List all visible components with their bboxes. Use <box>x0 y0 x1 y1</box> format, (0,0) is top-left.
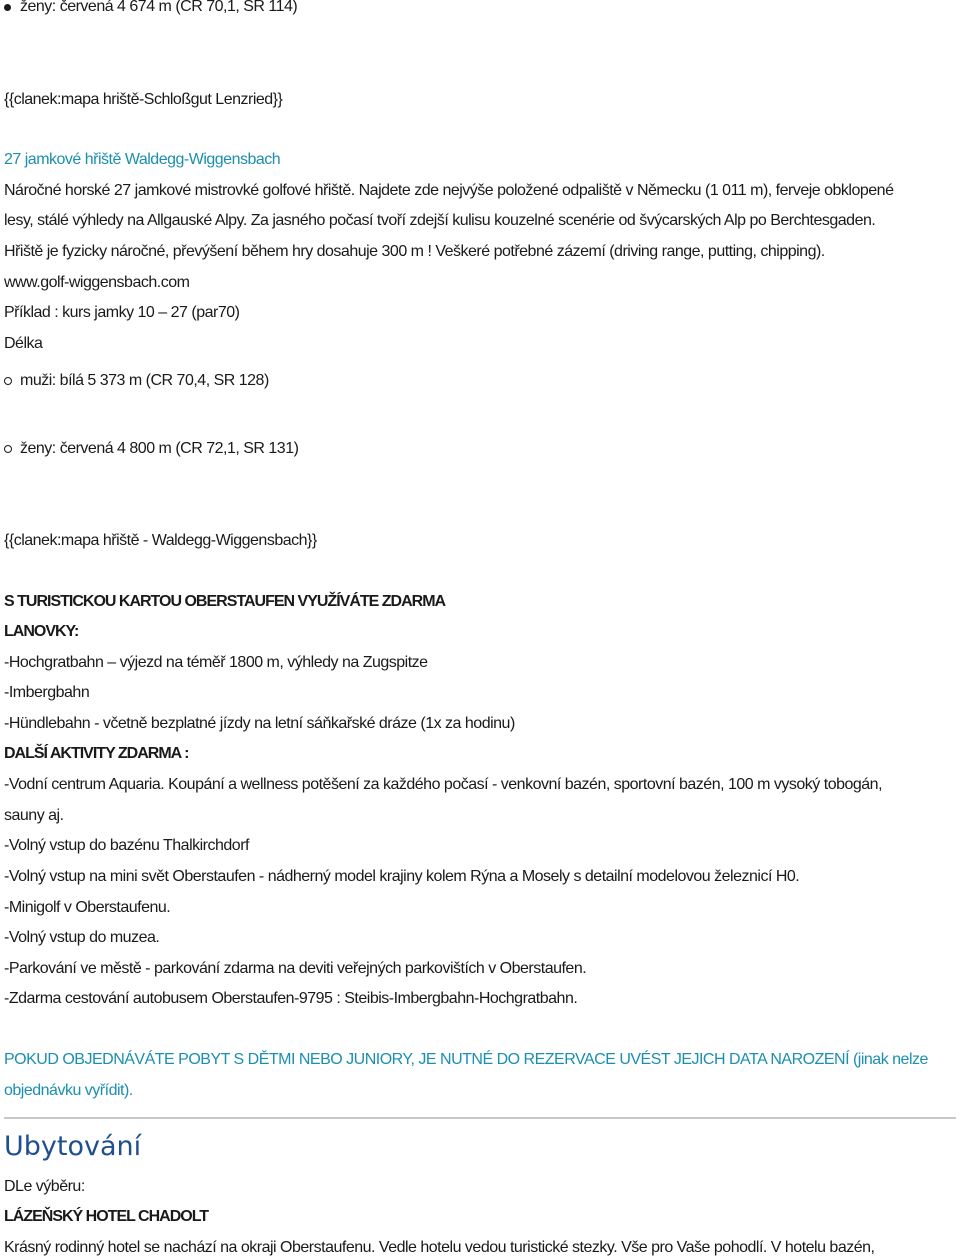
section-heading: DALŠÍ AKTIVITY ZDARMA : <box>4 745 189 762</box>
section-heading: S TURISTICKOU KARTOU OBERSTAUFEN VYUŽÍVÁTE ZDARMA <box>4 593 446 610</box>
paragraph-line: Hřiště je fyzicky náročné, převýšení během hry dosahuje 300 m ! Veškeré potřebné zázemí (driving range, putting, chipping). <box>4 243 825 260</box>
list-item: -Minigolf v Oberstaufenu. <box>4 899 171 916</box>
website-link[interactable]: www.golf-wiggensbach.com <box>4 274 190 291</box>
length-label: Délka <box>4 335 43 352</box>
hotel-name: LÁZEŇSKÝ HOTEL CHADOLT <box>4 1208 209 1225</box>
paragraph-line: lesy, stálé výhledy na Allgauské Alpy. Za jasného počasí tvoří zdejší kulisu kouzelné scenérie od švýcarských Alp po Berchtesgaden. <box>4 212 876 229</box>
list-item: -Zdarma cestování autobusem Oberstaufen-9795 : Steibis-Imbergbahn-Hochgratbahn. <box>4 990 578 1007</box>
list-item: -Volný vstup na mini svět Oberstaufen - nádherný model krajiny kolem Rýna a Mosely s detailní modelovou železnicí H0. <box>4 868 800 885</box>
list-item: -Hochgratbahn – výjezd na téměř 1800 m, výhledy na Zugspitze <box>4 654 428 671</box>
map-placeholder: {{clanek:mapa hřiště - Waldegg-Wiggensbach}} <box>4 532 317 549</box>
bullet-icon <box>4 377 12 385</box>
example-line: Příklad : kurs jamky 10 – 27 (par70) <box>4 304 240 321</box>
divider <box>4 1117 956 1119</box>
list-item: -Imbergbahn <box>4 684 90 701</box>
list-item: sauny aj. <box>4 807 64 824</box>
course-title-link[interactable]: 27 jamkové hřiště Waldegg-Wiggensbach <box>4 151 281 168</box>
list-item: ženy: červená 4 674 m (CR 70,1, SR 114) <box>20 0 298 15</box>
paragraph-line: Náročné horské 27 jamkové mistrovké golfové hřiště. Najdete zde nejvýše položené odpaliště v Německu (1 011 m), ferveje obklopené <box>4 182 894 199</box>
list-item: -Volný vstup do bazénu Thalkirchdorf <box>4 837 249 854</box>
list-item: ženy: červená 4 800 m (CR 72,1, SR 131) <box>20 440 299 457</box>
notice-line: POKUD OBJEDNÁVÁTE POBYT S DĚTMI NEBO JUNIORY, JE NUTNÉ DO REZERVACE UVÉST JEJICH DATA NAROZENÍ (jinak nelze <box>4 1051 928 1068</box>
page-title: Ubytování <box>4 1131 142 1162</box>
choice-label: DLe výběru: <box>4 1178 85 1195</box>
section-heading: LANOVKY: <box>4 623 79 640</box>
hotel-description: Krásný rodinný hotel se nachází na okraji Oberstaufenu. Vedle hotelu vedou turistické stezky. Vše pro Vaše pohodlí. V hotelu bazén, <box>4 1239 875 1256</box>
list-item: muži: bílá 5 373 m (CR 70,4, SR 128) <box>20 372 269 389</box>
list-item: -Volný vstup do muzea. <box>4 929 160 946</box>
bullet-icon <box>4 445 12 453</box>
list-item: -Parkování ve městě - parkování zdarma na deviti veřejných parkovištích v Oberstaufen. <box>4 960 587 977</box>
notice-line: objednávku vyřídit). <box>4 1082 133 1099</box>
list-item: -Hündlebahn - včetně bezplatné jízdy na letní sáňkařské dráze (1x za hodinu) <box>4 715 515 732</box>
map-placeholder: {{clanek:mapa hriště-Schloßgut Lenzried}} <box>4 91 283 108</box>
bullet-icon <box>4 4 11 11</box>
list-item: -Vodní centrum Aquaria. Koupání a wellness potěšení za každého počasí - venkovní bazén, sportovní bazén, 100 m vysoký tobogán, <box>4 776 883 793</box>
